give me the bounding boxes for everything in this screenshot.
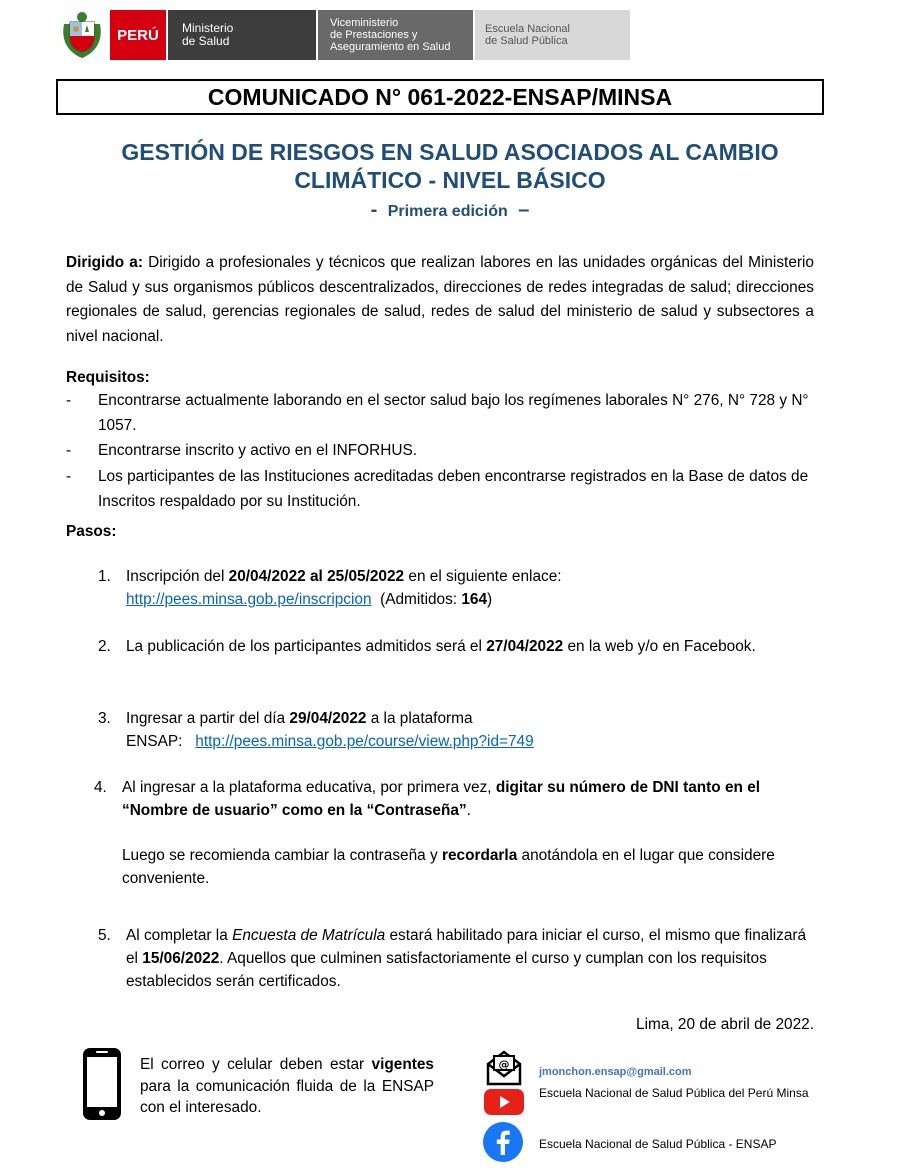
- requisitos-heading: Requisitos:: [66, 369, 150, 386]
- contact-notice: [140, 1054, 434, 1119]
- step-text-part: Ingresar a partir del día: [126, 710, 290, 727]
- dirigido-text: Dirigido a profesionales y técnicos que realizan labores en las unidades orgánicas del Ministerio de Salud y sus organismos públicos descentralizados, direcciones de redes integradas de salud; direcciones regionales de salud, gerencias regionales de salud, redes de salud del ministerio de salud y subsectores a nivel nacional.: [66, 254, 814, 345]
- escuela-label: [475, 10, 630, 60]
- requisito-item: [66, 389, 816, 438]
- requisito-item: [66, 465, 816, 514]
- bullet-dash: -: [66, 392, 72, 409]
- step-emphasis: recordarla: [441, 847, 518, 864]
- dirigido-label: Dirigido a:: [66, 254, 143, 271]
- course-title-line2: CLIMÁTICO - NIVEL BÁSICO: [294, 167, 606, 193]
- step-3-text: [126, 707, 788, 753]
- step-text-part: ): [487, 591, 493, 608]
- step-1: [98, 565, 788, 611]
- encuesta-label: Encuesta de Matrícula: [232, 927, 386, 944]
- step-text-part: a la plataforma: [366, 710, 473, 727]
- step-number: 2.: [98, 638, 111, 655]
- vice-line2: de Prestaciones y: [330, 29, 418, 41]
- step-2-text: [126, 635, 788, 660]
- step-3: [98, 707, 788, 753]
- requisito-item: [66, 439, 816, 464]
- subtitle-text: Primera edición: [387, 203, 508, 220]
- step-5: [98, 924, 818, 993]
- step-text-part: anotándola en el lugar que considere conveniente.: [122, 847, 775, 887]
- document-date: Lima, 20 de abril de 2022.: [636, 1016, 814, 1033]
- mobile-phone-icon: [82, 1047, 122, 1121]
- requisito-text: Encontrarse inscrito y activo en el INFORHUS.: [98, 442, 418, 459]
- step-text-part: en la web y/o en Facebook.: [563, 638, 756, 655]
- bullet-dash: -: [66, 442, 72, 459]
- step-text-part: La publicación de los participantes admitidos será el: [126, 638, 487, 655]
- notice-text-part: para la comunicación fluida de la ENSAP con el interesado.: [140, 1077, 434, 1116]
- step-text-part: Al completar la: [126, 927, 233, 944]
- step-4: [94, 776, 814, 890]
- youtube-icon: [484, 1089, 524, 1115]
- bullet-dash: -: [66, 468, 72, 485]
- contact-email[interactable]: jmonchon.ensap@gmail.com: [539, 1066, 692, 1078]
- step-number: 5.: [98, 927, 111, 944]
- step-number: 3.: [98, 710, 111, 727]
- step-text-part: Luego se recomienda cambiar la contraseña y: [122, 847, 442, 864]
- ministerio-line1: Ministerio: [182, 21, 234, 35]
- step-4-text: [122, 776, 814, 890]
- header-logos: [58, 10, 630, 60]
- step-1-text: [126, 565, 788, 611]
- step-text-part: (Admitidos:: [371, 591, 462, 608]
- svg-text:@: @: [498, 1058, 510, 1071]
- inscripcion-link[interactable]: http://pees.minsa.gob.pe/inscripcion: [126, 591, 372, 608]
- step-text-part: Inscripción del: [126, 568, 229, 585]
- dirigido-paragraph: [66, 251, 814, 349]
- comunicado-title: COMUNICADO N° 061-2022-ENSAP/MINSA: [56, 79, 824, 115]
- step-text-part: estará habilitado para iniciar el curso, el mismo que finalizará el: [126, 927, 807, 967]
- access-date: 29/04/2022: [289, 710, 367, 727]
- email-icon: [484, 1048, 524, 1088]
- notice-text-part: El correo y celular deben estar: [140, 1056, 372, 1073]
- peru-coat-of-arms-icon: [58, 10, 106, 60]
- ministerio-label: [166, 10, 316, 60]
- publication-date: 27/04/2022: [486, 638, 564, 655]
- step-emphasis: digitar su número de DNI tanto en el “Nombre de usuario” como en la “Contraseña”: [122, 779, 761, 819]
- notice-emphasis: vigentes: [371, 1056, 434, 1073]
- vice-line1: Viceministerio: [330, 17, 399, 29]
- subtitle-dash-right: –: [518, 199, 530, 221]
- escuela-line1: Escuela Nacional: [485, 23, 570, 35]
- step-text-part: . Aquellos que culminen satisfactoriamente el curso y cumplan con los requisitos establecidos serán certificados.: [126, 950, 767, 990]
- requisito-text: Los participantes de las Instituciones acreditadas deben encontrarse registrados en la Base de datos de Inscritos respaldado por su Institución.: [98, 468, 809, 510]
- facebook-icon: [482, 1121, 522, 1161]
- escuela-line2: de Salud Pública: [485, 35, 568, 47]
- end-date: 15/06/2022: [142, 950, 220, 967]
- course-title-line1: GESTIÓN DE RIESGOS EN SALUD ASOCIADOS AL CAMBIO: [121, 139, 779, 165]
- step-text-part: ENSAP:: [126, 733, 196, 750]
- step-2: [98, 635, 788, 660]
- step-number: 4.: [94, 779, 107, 796]
- pasos-heading: Pasos:: [66, 523, 117, 540]
- youtube-channel-name[interactable]: Escuela Nacional de Salud Pública del Perú Minsa: [539, 1086, 809, 1100]
- step-5-text: [126, 924, 818, 993]
- step-text-part: Al ingresar a la plataforma educativa, por primera vez,: [122, 779, 496, 796]
- facebook-page-name[interactable]: Escuela Nacional de Salud Pública - ENSAP: [539, 1137, 777, 1151]
- subtitle-dash-left: -: [370, 199, 378, 221]
- requisito-text: Encontrarse actualmente laborando en el sector salud bajo los regímenes laborales N° 276, N° 728 y N° 1057.: [98, 392, 809, 434]
- step-number: 1.: [98, 568, 111, 585]
- vice-line3: Aseguramiento en Salud: [330, 41, 451, 53]
- step-date-range: 20/04/2022 al 25/05/2022: [228, 568, 405, 585]
- viceministerio-label: [318, 10, 473, 60]
- admitidos-count: 164: [461, 591, 488, 608]
- course-title: [56, 138, 844, 194]
- course-link[interactable]: http://pees.minsa.gob.pe/course/view.php?id=749: [195, 733, 534, 750]
- edition-subtitle: [56, 199, 844, 222]
- peru-label: PERÚ: [110, 10, 166, 60]
- step-text-part: .: [466, 802, 471, 819]
- step-text-part: en el siguiente enlace:: [404, 568, 562, 585]
- ministerio-line2: de Salud: [182, 34, 230, 48]
